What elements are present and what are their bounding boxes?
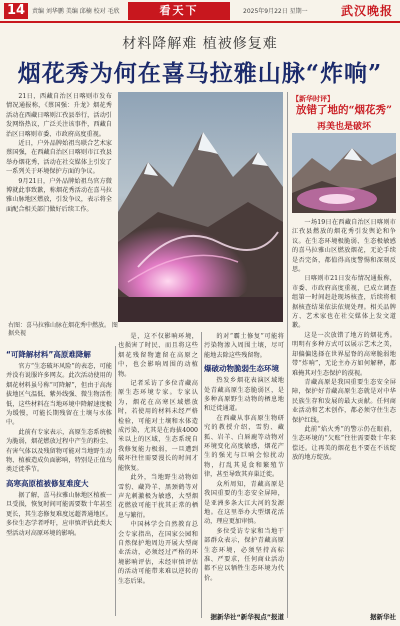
lede-column [6,92,112,242]
commentary-paragraph: 青藏高原是我国重要生态安全屏障，保护好青藏高原生态就是对中华民族生存和发展的最大贡献。任何商业活动和艺术创作，都必须守住生态保护红线。 [292,378,396,424]
left-column [6,346,112,618]
main-photo-caption: 右图：喜马拉雅山脉在烟花秀中燃放。 图据央视 [8,322,118,337]
body-paragraph: 中国林学会自然教育总会专家指出，在国家公园和自然保护地周边开展大型商业活动，必须经过严格的环境影响评估，未经审慎评估的活动可能带来难以逆转的生态后果。 [118,521,198,585]
body-paragraph: 热发乡烟花表演区域地处青藏高原生态脆弱区，是多种高原野生动物的栖息地和迁徙通道。 [204,377,284,413]
right-byline: 据新华社“新华视点”报道 [210,613,284,621]
commentary-paragraph: 此前“焰火秀”的警示仍在眼前，生态环境的“欠账”往往需要数十年来偿还。让再美的烟花也不要在不该绽放的地方绽放。 [292,425,396,462]
issue-date: 2025年9月22日 星期一 [243,8,308,15]
mountain-ridge-image [292,133,396,213]
body-paragraph: 在西藏从事高原生物研究的教授介绍，雪豹、藏狐、岩羊、白唇鹿等动物对环境变化高度敏感，烟花产生的强光与巨响会惊扰动物，打乱其觅食和繁殖节律，甚至导致其弃巢迁徙。 [204,414,284,479]
subheading: 高寒高原植被修复难度大 [6,478,89,488]
kicker: 材料降解难 植被修复难 [122,36,278,52]
page-number: 14 [4,3,28,19]
commentary-paragraph: 一场19日在西藏自治区日喀则市江孜县燃放的烟花秀引发舆论和争议。在生态环境极脆弱、生态极敏感的喜马拉雅山区燃放烟花，无论手续是否完备，都值得高度警惕和深刻反思。 [292,219,396,274]
subheading: 爆破动物脆弱生态环境 [204,364,279,374]
middle-column [118,332,198,618]
commentary-byline: 据新华社 [370,613,396,621]
commentary-rule [287,92,288,618]
fireworks-mountain-photo [118,92,283,322]
body-paragraph: 是，这不仅影响环境，也损害了时民、而且将这些烟花残留物遗留在高原之中，也会影响周围的动植物。 [118,333,198,378]
subheading: “可降解材料”高原难降解 [6,350,91,359]
body-paragraph: 此外，当地野生动物如雪豹、藏羚羊、黑颈鹤等对声光刺激极为敏感，大型烟花燃放可能干扰其正常的栖息与繁衍。 [118,474,198,519]
right-column [204,332,284,610]
mountain-image [118,92,283,322]
lede-paragraph: 近日，户外品牌始祖鸟联合艺术家蔡国强，在西藏自治区日喀则市江孜县举办烟花秀，活动在社交媒体上引发了一系列关于环境保护方面的争议。 [6,140,112,176]
commentary-body [292,218,396,610]
editor-credits: 责编 刘华鹏 美编 邱楠 校对 毛欣 [32,8,120,15]
body-paragraph: 众所周知，青藏高原是我国重要的生态安全屏障，是亚洲多条大江大河的发源地。在这里举办大型烟花活动，理应更加审慎。 [204,480,284,526]
column-banner [128,2,230,20]
commentary-tag: 【新华时评】 [292,95,334,103]
commentary-title: 放错了地的“烟花秀” [295,104,393,116]
commentary-paragraph: 日喀则市21日发布情况通报称，市委、市政府高度重视，已成立调查组第一时间赶赴现场核查，后续将根据核查结果依法依规处理。相关品牌方、艺术家也在社交媒体上发文道歉。 [292,275,396,330]
headline: 烟花秀为何在喜马拉雅山脉“炸响” [17,60,383,87]
body-paragraph: 据了解，喜马拉雅山脉地区植被一旦受损，恢复时间可能需要数十年甚至更长，其生态修复难度远超普通地区。多位生态学者呼吁，应审慎评估此类大型活动对高原环境的影响。 [6,491,112,537]
header-divider [0,21,400,23]
body-paragraph: 多位受访专家和当地干部群众表示，保护青藏高原生态环境，必须坚持高标准、严要求，任何商业活动都不应以牺牲生态环境为代价。 [204,527,284,582]
commentary-paragraph: 这是一次放错了地方的烟花秀。明明有多种方式可以展示艺术之美，却偏偏选择在世界屋脊的高寒脆弱地带“炸响”，无论主办方如何解释，都难掩其对生态保护的漠视。 [292,331,396,377]
body-paragraph: 的对“霸土修复”可能将污染物渗入周围土壤，尽可能地去除这些残留物。 [204,333,284,359]
column-rule [201,332,202,618]
body-paragraph: 记者采访了多位青藏高原生态环境专家。专家认为，烟花在高寒区域燃放时，若使用的材料未经严格检验，可能对土壤和水体造成污染，尤其是在海拔4000米以上的区域，生态系统自我修复能力极弱，一旦遭到破坏往往需要漫长的时间才能恢复。 [118,380,198,472]
lede-paragraph: 21日，西藏自治区日喀则市发布情况通报称，《蔡国强：升龙》烟花秀活动在西藏日喀则江孜县举行，活动引发网络热议，广泛关注该事件，西藏自治区日喀则市委、市政府高度重视。 [6,93,112,138]
column-name: 看天下 [159,4,199,17]
body-paragraph: 此前有专家表示，高原生态系统极为脆弱，烟花燃放过程中产生的粉尘、有害气体以及残留物可能对当地野生动物、植被造成负面影响，特别是正值鸟类迁徙季节。 [6,428,112,474]
commentary-photo [292,133,396,213]
column-rule [115,346,116,616]
lede-paragraph: 9月21日，户外品牌始祖鸟官方微博就此事致歉，称烟花秀活动在喜马拉雅山脉地区燃放，引发争议，表示将全面配合相关部门做好后续工作。 [6,177,112,213]
body-paragraph: 官方“生态破坏风险”的表态，可能并没有说服许多网友。此次活动使用的烟花材料虽号称“可降解”，但由于高海拔地区气温低、紫外线强、微生物活性低，这些材料在当地环境中降解速度极为缓慢，可能长期残留在土壤与水体中。 [6,363,112,427]
commentary-subtitle: 再美也是破坏 [316,122,371,132]
newspaper-logo: 武汉晚报 [341,4,394,18]
